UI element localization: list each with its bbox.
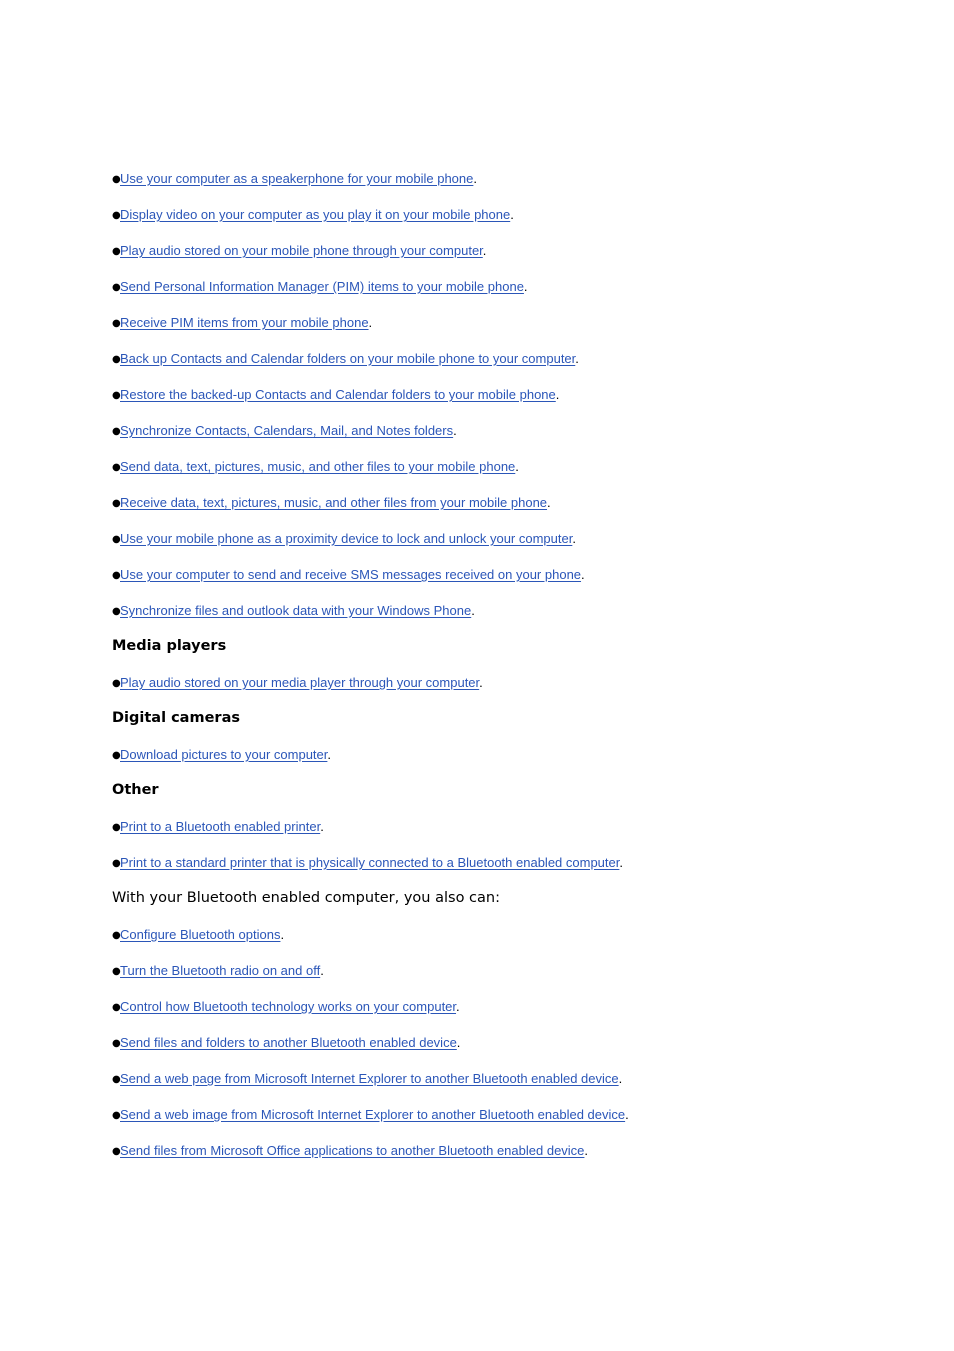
list-item — [112, 602, 475, 622]
list-item — [112, 1106, 629, 1126]
help-link[interactable]: Turn the Bluetooth radio on and off — [120, 963, 321, 978]
bullet-icon: ● — [112, 462, 121, 473]
list-item — [112, 170, 477, 190]
bullet-icon: ● — [112, 354, 121, 365]
bullet-icon: ● — [112, 858, 121, 869]
punctuation: . — [473, 171, 477, 186]
punctuation: . — [456, 999, 460, 1014]
help-link[interactable]: Receive PIM items from your mobile phone — [120, 315, 369, 330]
help-link[interactable]: Print to a Bluetooth enabled printer — [120, 819, 321, 834]
bullet-icon: ● — [112, 426, 121, 437]
punctuation: . — [327, 747, 332, 762]
help-link[interactable]: Use your computer as a speakerphone for your mobile phone — [120, 171, 474, 186]
list-item — [112, 818, 324, 838]
punctuation: . — [581, 567, 585, 582]
list-item — [112, 422, 457, 442]
bullet-icon: ● — [112, 750, 121, 761]
list-item — [112, 926, 284, 946]
punctuation: . — [471, 603, 475, 618]
punctuation: . — [618, 1071, 623, 1086]
help-link[interactable]: Download pictures to your computer — [120, 747, 328, 762]
list-item — [112, 566, 585, 586]
help-link[interactable]: Back up Contacts and Calendar folders on your mobile phone to your computer — [120, 351, 576, 366]
help-link[interactable]: Send a web image from Microsoft Internet Explorer to another Bluetooth enabled device — [120, 1107, 626, 1122]
section-heading: Digital cameras — [112, 710, 240, 726]
list-item — [112, 314, 372, 334]
bullet-icon: ● — [112, 606, 121, 617]
help-link[interactable]: Send a web page from Microsoft Internet Explorer to another Bluetooth enabled device — [120, 1071, 619, 1086]
help-link[interactable]: Configure Bluetooth options — [120, 927, 281, 942]
bullet-icon: ● — [112, 1146, 121, 1157]
help-link[interactable]: Send files from Microsoft Office applications to another Bluetooth enabled device — [120, 1143, 585, 1158]
punctuation: . — [575, 351, 579, 366]
bullet-icon: ● — [112, 1038, 121, 1049]
punctuation: . — [555, 387, 560, 402]
bullet-icon: ● — [112, 1110, 121, 1121]
list-item — [112, 530, 576, 550]
punctuation: . — [368, 315, 373, 330]
punctuation: . — [584, 1143, 589, 1158]
list-item — [112, 674, 483, 694]
bullet-icon: ● — [112, 210, 121, 221]
intro-text: With your Bluetooth enabled computer, you also can: — [112, 890, 500, 906]
bullet-icon: ● — [112, 246, 121, 257]
bullet-icon: ● — [112, 822, 121, 833]
punctuation: . — [320, 963, 324, 978]
bullet-icon: ● — [112, 678, 121, 689]
list-item — [112, 242, 486, 262]
bullet-icon: ● — [112, 534, 121, 545]
help-link[interactable]: Restore the backed-up Contacts and Calendar folders to your mobile phone — [120, 387, 556, 402]
help-link[interactable]: Use your mobile phone as a proximity device to lock and unlock your computer — [120, 531, 573, 546]
bullet-icon: ● — [112, 1002, 121, 1013]
help-link[interactable]: Send Personal Information Manager (PIM) items to your mobile phone — [120, 279, 524, 294]
punctuation: . — [456, 1035, 461, 1050]
help-link[interactable]: Play audio stored on your media player through your computer — [120, 675, 480, 690]
bullet-icon: ● — [112, 318, 121, 329]
bullet-icon: ● — [112, 390, 121, 401]
punctuation: . — [479, 675, 483, 690]
list-item — [112, 746, 331, 766]
section-heading: Media players — [112, 638, 227, 654]
bullet-icon: ● — [112, 570, 121, 581]
section-heading: Other — [112, 782, 159, 798]
help-link[interactable]: Control how Bluetooth technology works on your computer — [120, 999, 457, 1014]
punctuation: . — [625, 1107, 629, 1122]
punctuation: . — [523, 279, 528, 294]
list-item — [112, 458, 519, 478]
list-item — [112, 350, 579, 370]
list-item — [112, 1034, 460, 1054]
bullet-icon: ● — [112, 930, 121, 941]
punctuation: . — [510, 207, 514, 222]
bullet-icon: ● — [112, 174, 121, 185]
punctuation: . — [453, 423, 457, 438]
list-item — [112, 1142, 588, 1162]
help-link[interactable]: Display video on your computer as you play it on your mobile phone — [120, 207, 511, 222]
list-item — [112, 962, 324, 982]
list-item — [112, 494, 551, 514]
punctuation: . — [482, 243, 487, 258]
punctuation: . — [320, 819, 324, 834]
list-item — [112, 998, 460, 1018]
help-link[interactable]: Use your computer to send and receive SMS messages received on your phone — [120, 567, 582, 582]
punctuation: . — [515, 459, 519, 474]
bullet-icon: ● — [112, 966, 121, 977]
punctuation: . — [619, 855, 623, 870]
list-item — [112, 1070, 622, 1090]
bullet-icon: ● — [112, 282, 121, 293]
help-link[interactable]: Synchronize Contacts, Calendars, Mail, and Notes folders — [120, 423, 454, 438]
help-link[interactable]: Send files and folders to another Bluetooth enabled device — [120, 1035, 457, 1050]
help-link[interactable]: Play audio stored on your mobile phone through your computer — [120, 243, 483, 258]
list-item — [112, 278, 528, 298]
punctuation: . — [572, 531, 576, 546]
help-link[interactable]: Synchronize files and outlook data with your Windows Phone — [120, 603, 472, 618]
help-link[interactable]: Send data, text, pictures, music, and other files to your mobile phone — [120, 459, 516, 474]
punctuation: . — [280, 927, 285, 942]
list-item — [112, 386, 559, 406]
punctuation: . — [547, 495, 551, 510]
help-link[interactable]: Receive data, text, pictures, music, and other files from your mobile phone — [120, 495, 548, 510]
list-item — [112, 854, 623, 874]
bullet-icon: ● — [112, 1074, 121, 1085]
help-link[interactable]: Print to a standard printer that is physically connected to a Bluetooth enabled computer — [120, 855, 620, 870]
bullet-icon: ● — [112, 498, 121, 509]
list-item — [112, 206, 514, 226]
